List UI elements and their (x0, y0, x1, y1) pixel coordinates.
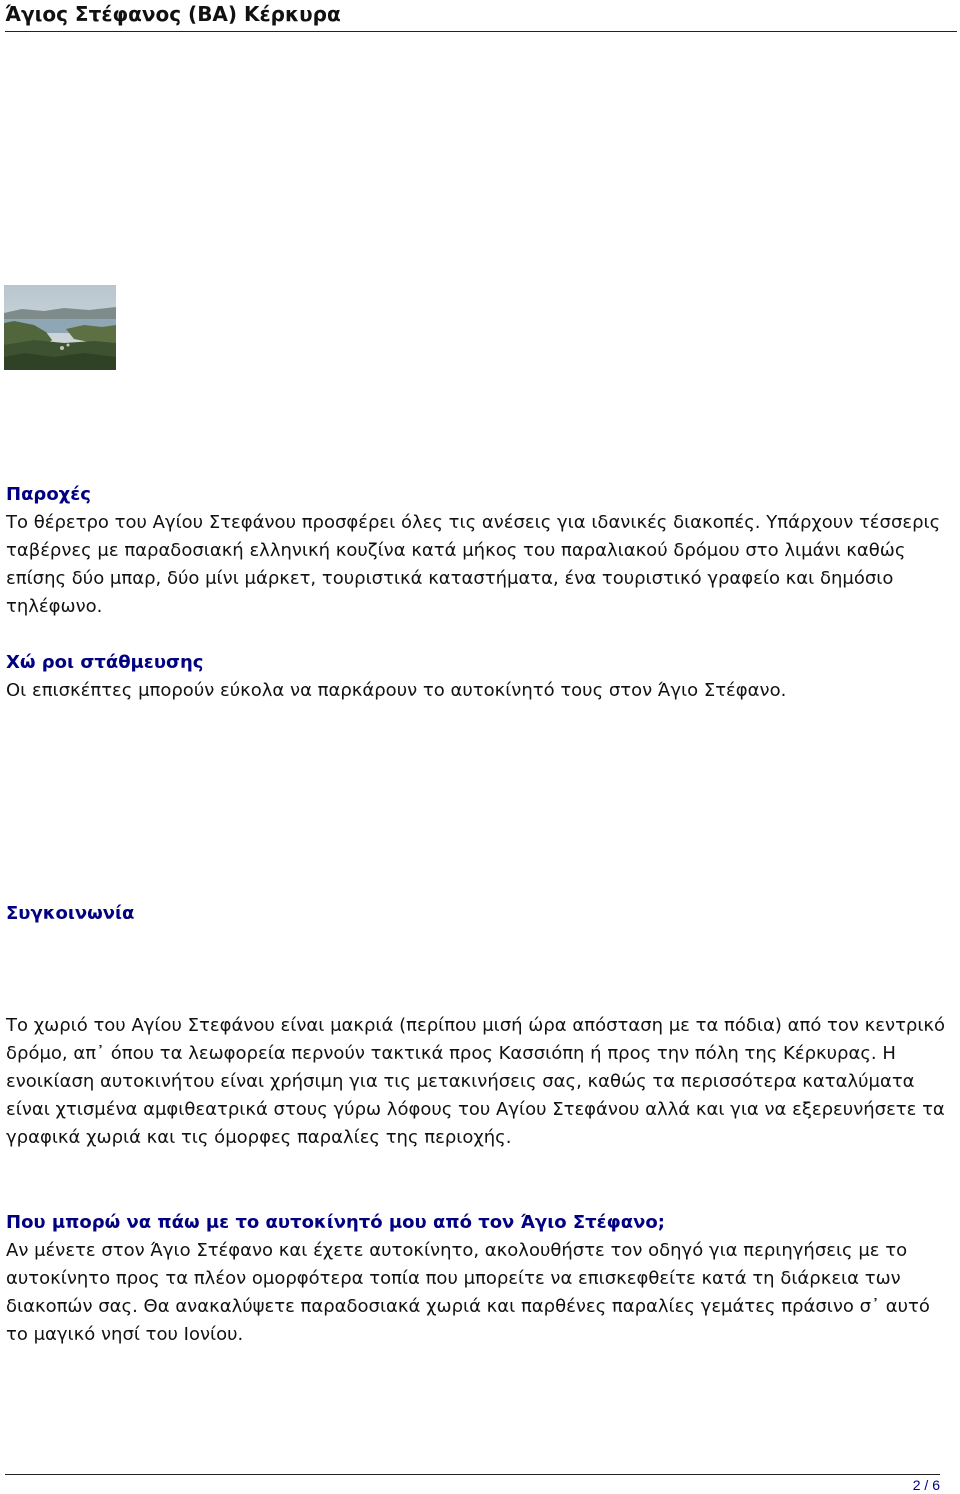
section-heading: Παροχές (6, 484, 91, 505)
page-number: 2 / 6 (912, 1477, 940, 1493)
section-parking (6, 649, 946, 705)
section-text: Οι επισκέπτες μπορούν εύκολα να παρκάρουν το αυτοκίνητό τους στον Άγιο Στέφανο. (6, 680, 787, 701)
page-header (5, 0, 957, 32)
page-footer (5, 1474, 940, 1493)
page-title: Άγιος Στέφανος (ΒΑ) Κέρκυρα (5, 2, 341, 26)
section-text: Το χωριό του Αγίου Στεφάνου είναι μακριά (περίπου μισή ώρα απόσταση με τα πόδια) από τον κεντρικό δρόμο, απ᾽ όπου τα λεωφορεία περνούν τακτικά προς Κασσιόπη ή προς την πόλη της Κέρκυρας. Η ενοικίαση αυτοκινήτου είναι χρήσιμη για τις μετακινήσεις σας, καθώς τα περισσότερα καταλύματα είναι χτισμένα αμφιθεατρικά στους γύρω λόφους του Αγίου Στεφάνου αλλά και για να εξερευνήσετε τα γραφικά χωριά και τις όμορφες παραλίες της περιοχής. (6, 1015, 946, 1148)
section-facilities (6, 481, 946, 621)
bay-landscape-photo (4, 285, 116, 370)
section-heading: Χώ ροι στάθμευσης (6, 652, 204, 673)
section-heading: Που μπορώ να πάω με το αυτοκίνητό μου από τον Άγιο Στέφανο; (6, 1212, 665, 1233)
section-text: Το θέρετρο του Αγίου Στεφάνου προσφέρει όλες τις ανέσεις για ιδανικές διακοπές. Υπάρχουν τέσσερις ταβέρνες με παραδοσιακή ελληνική κουζίνα κατά μήκος του παραλιακού δρόμου στο λιμάνι καθώς επίσης δύο μπαρ, δύο μίνι μάρκετ, τουριστικά καταστήματα, ένα τουριστικό γραφείο και δημόσιο τηλέφωνο. (6, 512, 941, 617)
section-heading: Συγκοινωνία (6, 903, 135, 924)
section-car-trips (6, 1209, 946, 1349)
section-transport (6, 900, 946, 1152)
section-text: Αν μένετε στον Άγιο Στέφανο και έχετε αυτοκίνητο, ακολουθήστε τον οδηγό για περιηγήσεις με το αυτοκίνητο προς τα πλέον ομορφότερα τοπία που μπορείτε να επισκεφθείτε κατά τη διάρκεια των διακοπών σας. Θα ανακαλύψετε παραδοσιακά χωριά και παρθένες παραλίες γεμάτες πράσινο σ᾽ αυτό το μαγικό νησί του Ιονίου. (6, 1240, 930, 1345)
